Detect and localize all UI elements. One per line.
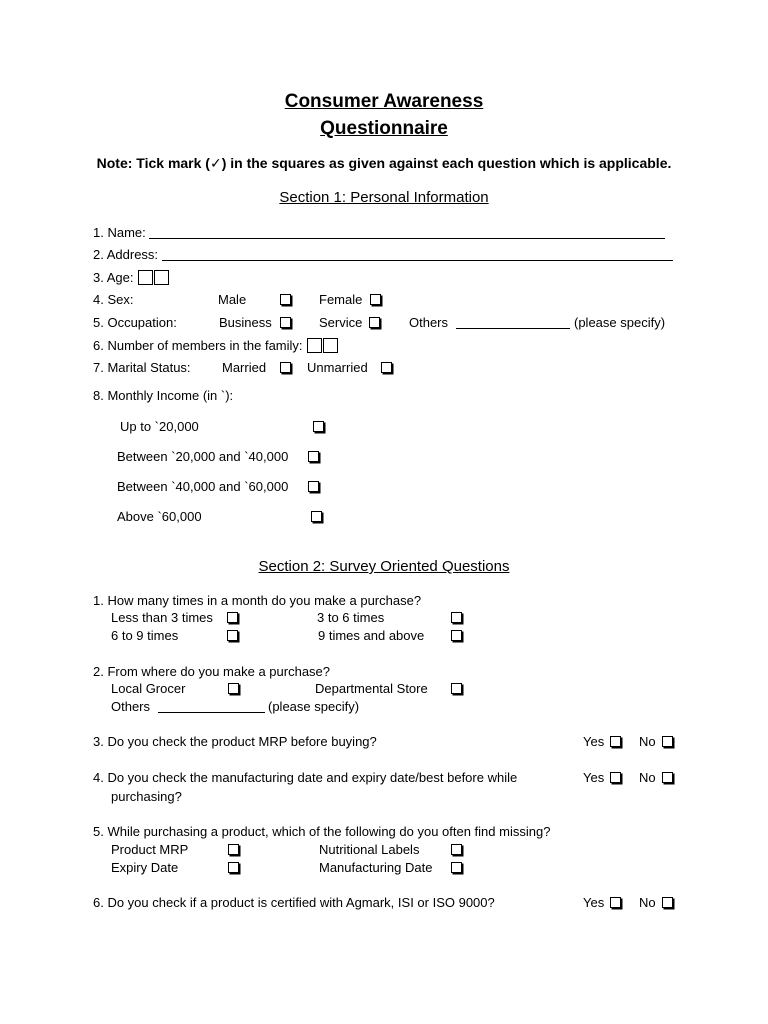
- occupation-specify-hint: (please specify): [574, 315, 666, 330]
- marital-option-married: Married: [222, 360, 267, 375]
- section1-heading: Section 1: Personal Information: [279, 189, 489, 206]
- checkbox-q2-local-grocer[interactable]: [228, 683, 239, 694]
- age-digit-box[interactable]: [138, 270, 153, 285]
- q1-option-9-and-above: 9 times and above: [318, 628, 425, 643]
- q1-option-3-to-6: 3 to 6 times: [317, 610, 385, 625]
- checkbox-female[interactable]: [370, 294, 381, 305]
- address-input-line[interactable]: [162, 247, 673, 261]
- q1-question: 1. How many times in a month do you make a purchase?: [93, 593, 422, 608]
- checkbox-q2-departmental-store[interactable]: [451, 683, 462, 694]
- q3-question: 3. Do you check the product MRP before buying?: [93, 734, 377, 749]
- checkbox-income-20000-40000[interactable]: [308, 451, 319, 462]
- family-members-label: 6. Number of members in the family:: [93, 338, 303, 353]
- checkbox-income-upto-20000[interactable]: [313, 421, 324, 432]
- income-option-upto-20000: Up to `20,000: [120, 419, 199, 434]
- address-field[interactable]: [93, 247, 673, 263]
- sex-option-male: Male: [218, 292, 247, 307]
- q4-yes-label: Yes: [583, 770, 605, 785]
- marital-status-label: 7. Marital Status:: [93, 360, 191, 375]
- q3-yes-label: Yes: [583, 734, 605, 749]
- q4-question-line1: 4. Do you check the manufacturing date and expiry date/best before while: [93, 770, 518, 785]
- q6-no-label: No: [639, 895, 656, 910]
- q6-yes-label: Yes: [583, 895, 605, 910]
- q6-question: 6. Do you check if a product is certified with Agmark, ISI or ISO 9000?: [93, 895, 495, 910]
- address-label: 2. Address:: [93, 247, 159, 262]
- family-digit-box[interactable]: [323, 338, 338, 353]
- checkbox-q1-9-and-above[interactable]: [451, 630, 462, 641]
- monthly-income-label: 8. Monthly Income (in `):: [93, 388, 234, 403]
- age-digit-box[interactable]: [154, 270, 169, 285]
- checkbox-income-above-60000[interactable]: [311, 511, 322, 522]
- checkbox-q6-yes[interactable]: [610, 897, 621, 908]
- occupation-option-business: Business: [219, 315, 272, 330]
- income-option-20000-40000: Between `20,000 and `40,000: [117, 449, 289, 464]
- sex-label: 4. Sex:: [93, 292, 134, 307]
- q2-option-departmental-store: Departmental Store: [315, 681, 428, 696]
- document-title-line1: Consumer Awareness: [284, 91, 484, 112]
- q5-question: 5. While purchasing a product, which of the following do you often find missing?: [93, 824, 551, 839]
- occupation-option-others: Others: [409, 315, 449, 330]
- q2-specify-hint: (please specify): [268, 699, 360, 714]
- checkbox-q1-6-to-9[interactable]: [227, 630, 238, 641]
- name-field[interactable]: [93, 225, 665, 241]
- family-members-field: [93, 338, 338, 354]
- checkbox-service[interactable]: [369, 317, 380, 328]
- checkbox-married[interactable]: [280, 362, 291, 373]
- checkbox-q1-less-than-3[interactable]: [227, 612, 238, 623]
- checkbox-q3-yes[interactable]: [610, 736, 621, 747]
- checkbox-q4-yes[interactable]: [610, 772, 621, 783]
- section2-heading: Section 2: Survey Oriented Questions: [258, 558, 510, 575]
- q5-option-expiry-date: Expiry Date: [111, 860, 179, 875]
- checkbox-income-40000-60000[interactable]: [308, 481, 319, 492]
- sex-option-female: Female: [319, 292, 363, 307]
- checkbox-q5-expiry-date[interactable]: [228, 862, 239, 873]
- age-field: [93, 270, 169, 286]
- checkbox-q4-no[interactable]: [662, 772, 673, 783]
- q5-option-manufacturing-date: Manufacturing Date: [319, 860, 433, 875]
- q2-option-others: Others: [111, 699, 151, 714]
- occupation-others-input-line[interactable]: [456, 315, 570, 329]
- checkbox-q3-no[interactable]: [662, 736, 673, 747]
- q2-others-input-line[interactable]: [158, 699, 265, 713]
- checkbox-q5-nutritional-labels[interactable]: [451, 844, 462, 855]
- name-label: 1. Name:: [93, 225, 146, 240]
- occupation-option-service: Service: [319, 315, 363, 330]
- q2-option-local-grocer: Local Grocer: [111, 681, 186, 696]
- q3-no-label: No: [639, 734, 656, 749]
- checkbox-q5-manufacturing-date[interactable]: [451, 862, 462, 873]
- occupation-label: 5. Occupation:: [93, 315, 177, 330]
- checkbox-q5-product-mrp[interactable]: [228, 844, 239, 855]
- q5-option-nutritional-labels: Nutritional Labels: [319, 842, 420, 857]
- checkbox-unmarried[interactable]: [381, 362, 392, 373]
- income-option-40000-60000: Between `40,000 and `60,000: [117, 479, 289, 494]
- q1-option-less-than-3: Less than 3 times: [111, 610, 213, 625]
- instruction-note: Note: Tick mark (✓) in the squares as given against each question which is applicable.: [96, 155, 672, 171]
- q5-option-product-mrp: Product MRP: [111, 842, 189, 857]
- q4-question-line2: purchasing?: [111, 789, 182, 804]
- document-title-line2: Questionnaire: [320, 118, 448, 139]
- q2-question: 2. From where do you make a purchase?: [93, 664, 331, 679]
- checkbox-q1-3-to-6[interactable]: [451, 612, 462, 623]
- checkbox-male[interactable]: [280, 294, 291, 305]
- name-input-line[interactable]: [149, 225, 665, 239]
- family-digit-box[interactable]: [307, 338, 322, 353]
- q4-no-label: No: [639, 770, 656, 785]
- income-option-above-60000: Above `60,000: [117, 509, 202, 524]
- age-label: 3. Age:: [93, 270, 134, 285]
- marital-option-unmarried: Unmarried: [307, 360, 368, 375]
- checkbox-q6-no[interactable]: [662, 897, 673, 908]
- q1-option-6-to-9: 6 to 9 times: [111, 628, 179, 643]
- checkbox-business[interactable]: [280, 317, 291, 328]
